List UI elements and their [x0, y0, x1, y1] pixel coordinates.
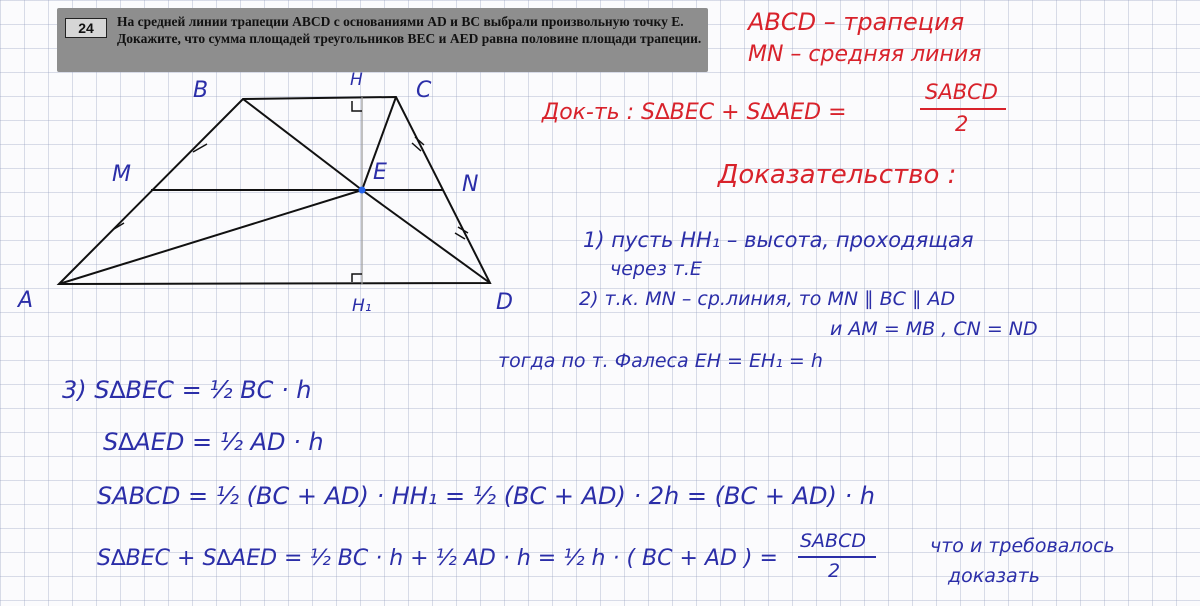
given-midline: MN – средняя линия	[748, 42, 982, 67]
label-c: C	[416, 78, 432, 103]
label-b: B	[193, 78, 209, 103]
label-d: D	[496, 290, 513, 315]
step3-line3: SABCD = ½ (BC + AD) · HH₁ = ½ (BC + AD) · 2h = (BC + AD) · h	[97, 482, 875, 510]
prove-fraction-num: SABCD	[925, 80, 998, 104]
step3-fraction-num: SABCD	[800, 530, 866, 552]
label-m: M	[112, 162, 131, 187]
step2-line3: тогда по т. Фалеса EH = EH₁ = h	[498, 350, 823, 372]
label-h: H	[350, 70, 363, 90]
step2-line2: и AM = MB , CN = ND	[830, 318, 1038, 340]
step3-fraction-den: 2	[828, 560, 841, 582]
step1-line2: через т.E	[610, 258, 702, 280]
prove-fraction-den: 2	[955, 112, 969, 136]
tick-marks	[114, 137, 468, 239]
label-e: E	[373, 160, 387, 185]
label-a: A	[18, 288, 34, 313]
step1-line1: 1) пусть HH₁ – высота, проходящая	[583, 228, 974, 252]
step3-line4: S∆BEC + S∆AED = ½ BC · h + ½ AD · h = ½ h · ( BC + AD ) =	[97, 546, 778, 571]
proof-heading: Доказательство :	[718, 160, 957, 190]
conclusion-line1: что и требовалось	[930, 535, 1115, 557]
label-h1: H₁	[352, 296, 372, 316]
problem-text: На средней линии трапеции ABCD с основаниями AD и BC выбрали произвольную точку E. Докажите, что сумма площадей треугольников BEC и AED равна половине площади трапеции.	[117, 14, 702, 46]
step3-line2: S∆AED = ½ AD · h	[103, 428, 324, 456]
conclusion-line2: доказать	[948, 565, 1040, 587]
step3-line1: 3) S∆BEC = ½ BC · h	[62, 376, 312, 404]
step2-line1: 2) т.к. MN – ср.линия, то MN ∥ BC ∥ AD	[579, 288, 956, 310]
problem-number: 24	[65, 18, 107, 38]
label-n: N	[462, 172, 479, 197]
prove-fraction-bar	[920, 108, 1006, 110]
given-trapezoid: ABCD – трапеция	[748, 8, 965, 36]
segment-be	[243, 99, 362, 190]
step3-fraction-bar	[798, 556, 876, 558]
segment-de	[362, 190, 490, 283]
prove-statement: Док-ть : S∆BEC + S∆AED =	[542, 100, 847, 125]
point-e	[359, 187, 366, 194]
